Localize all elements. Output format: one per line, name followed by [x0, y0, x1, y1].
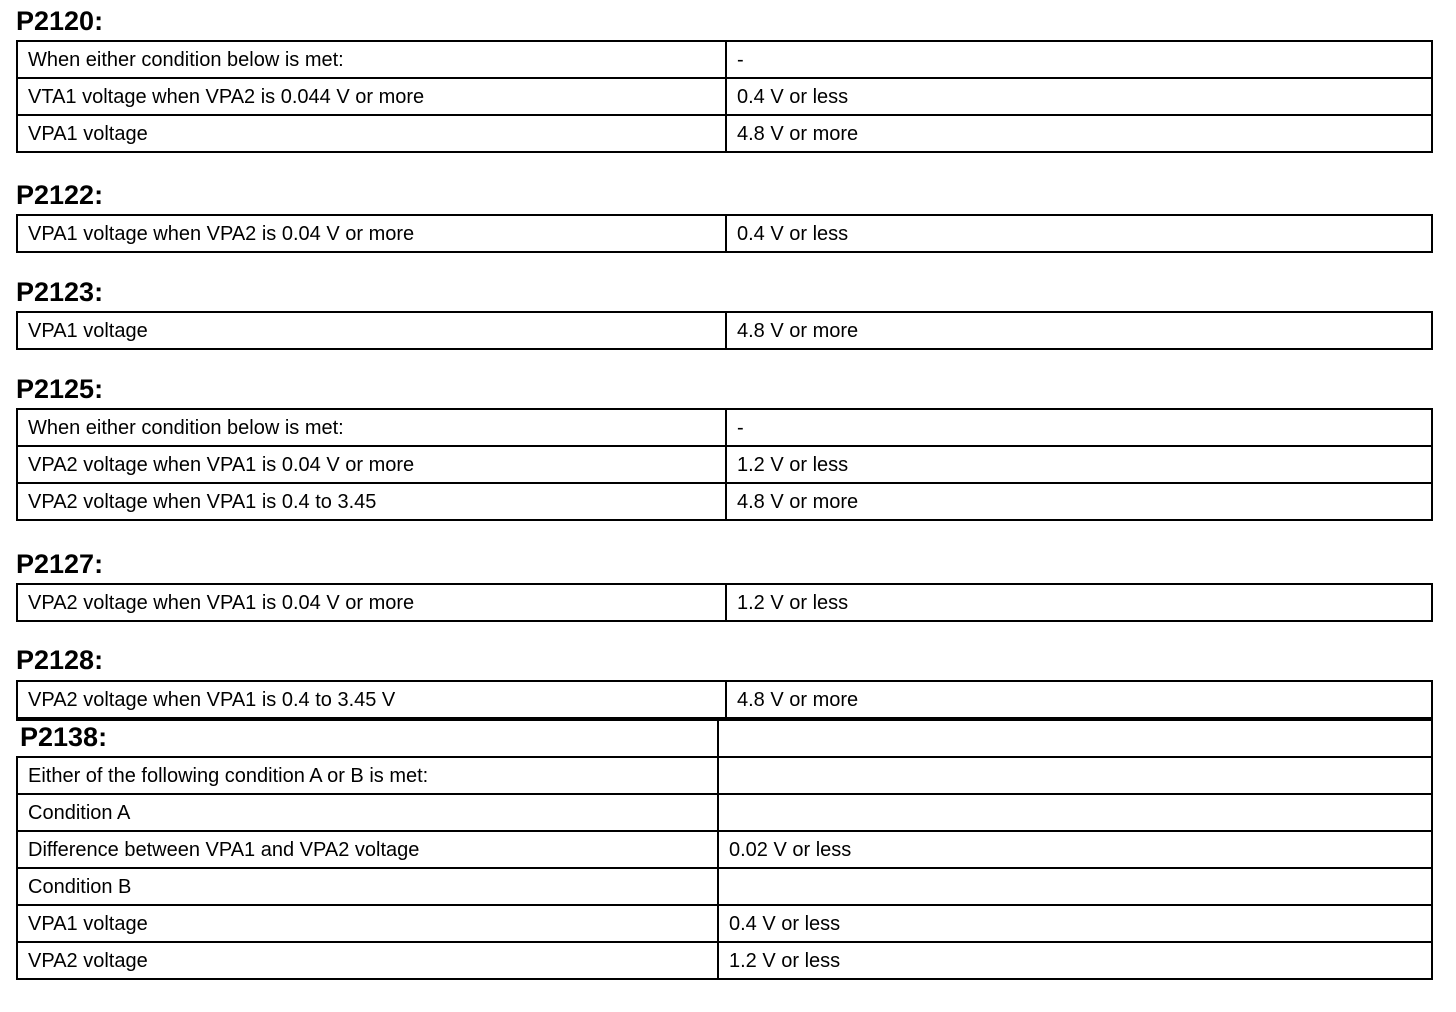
table-row: [17, 312, 1432, 349]
condition-cell: VPA1 voltage when VPA2 is 0.04 V or more: [17, 215, 726, 252]
condition-cell: Condition A: [17, 794, 718, 831]
spec-table-p2125: [16, 408, 1433, 521]
table-row: [17, 720, 1432, 757]
spec-table-p2123: [16, 311, 1433, 350]
value-cell: -: [726, 41, 1432, 78]
value-cell: [718, 720, 1432, 757]
section-heading-p2127: P2127:: [16, 549, 104, 579]
value-cell: 1.2 V or less: [726, 584, 1432, 621]
value-cell: 0.4 V or less: [726, 215, 1432, 252]
condition-cell: VPA2 voltage: [17, 942, 718, 979]
value-cell: [718, 757, 1432, 794]
value-cell: 0.4 V or less: [718, 905, 1432, 942]
table-row: [17, 78, 1432, 115]
section-heading-p2120: P2120:: [16, 6, 104, 36]
table-row: [17, 757, 1432, 794]
section-heading-p2128: P2128:: [16, 645, 104, 675]
value-cell: -: [726, 409, 1432, 446]
condition-cell: VPA2 voltage when VPA1 is 0.4 to 3.45 V: [17, 681, 726, 718]
table-row: [17, 942, 1432, 979]
table-row: [17, 905, 1432, 942]
spec-table-p2138: [16, 719, 1433, 980]
section-code: P2138:: [20, 722, 108, 752]
table-row: [17, 483, 1432, 520]
condition-cell: Either of the following condition A or B is met:: [17, 757, 718, 794]
spec-table-p2122: [16, 214, 1433, 253]
table-row: [17, 409, 1432, 446]
spec-table-p2127: [16, 583, 1433, 622]
table-row: [17, 831, 1432, 868]
section-heading-p2123: P2123:: [16, 277, 104, 307]
section-heading-p2138: [17, 720, 718, 757]
section-heading-p2122: P2122:: [16, 180, 104, 210]
condition-cell: VPA2 voltage when VPA1 is 0.04 V or more: [17, 446, 726, 483]
value-cell: 1.2 V or less: [718, 942, 1432, 979]
section-heading-p2125: P2125:: [16, 374, 104, 404]
condition-cell: VPA2 voltage when VPA1 is 0.04 V or more: [17, 584, 726, 621]
value-cell: 4.8 V or more: [726, 312, 1432, 349]
value-cell: 4.8 V or more: [726, 681, 1432, 718]
table-row: [17, 868, 1432, 905]
condition-cell: When either condition below is met:: [17, 41, 726, 78]
table-row: [17, 446, 1432, 483]
condition-cell: VPA2 voltage when VPA1 is 0.4 to 3.45: [17, 483, 726, 520]
table-row: [17, 794, 1432, 831]
value-cell: [718, 794, 1432, 831]
value-cell: 4.8 V or more: [726, 483, 1432, 520]
table-row: [17, 681, 1432, 718]
condition-cell: VPA1 voltage: [17, 115, 726, 152]
table-row: [17, 115, 1432, 152]
value-cell: 1.2 V or less: [726, 446, 1432, 483]
spec-table-p2120: [16, 40, 1433, 153]
table-row: [17, 215, 1432, 252]
condition-cell: Condition B: [17, 868, 718, 905]
condition-cell: VPA1 voltage: [17, 905, 718, 942]
condition-cell: Difference between VPA1 and VPA2 voltage: [17, 831, 718, 868]
value-cell: 4.8 V or more: [726, 115, 1432, 152]
value-cell: 0.02 V or less: [718, 831, 1432, 868]
table-row: [17, 41, 1432, 78]
spec-table-p2128: [16, 680, 1433, 719]
condition-cell: VPA1 voltage: [17, 312, 726, 349]
value-cell: 0.4 V or less: [726, 78, 1432, 115]
table-row: [17, 584, 1432, 621]
value-cell: [718, 868, 1432, 905]
condition-cell: When either condition below is met:: [17, 409, 726, 446]
condition-cell: VTA1 voltage when VPA2 is 0.044 V or more: [17, 78, 726, 115]
